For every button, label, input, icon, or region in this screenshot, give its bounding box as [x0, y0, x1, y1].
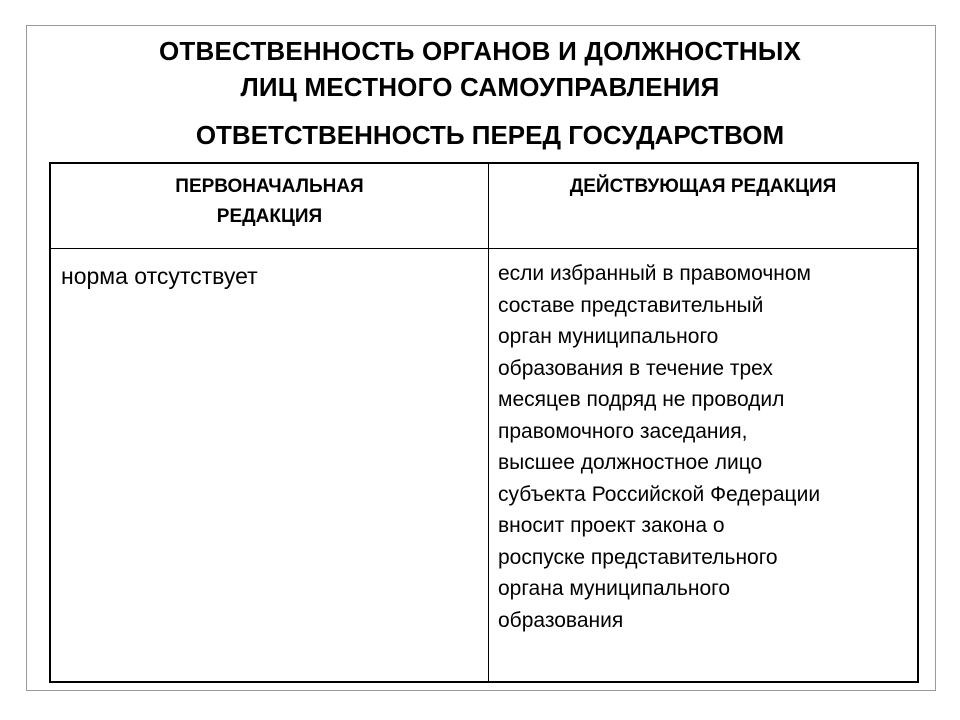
- header-original-edition: [51, 172, 488, 232]
- header-original-line-2: РЕДАКЦИЯ: [216, 206, 323, 227]
- slide-title: [60, 33, 900, 105]
- header-original-line-1: ПЕРВОНАЧАЛЬНАЯ: [175, 176, 364, 197]
- column-divider: [488, 164, 489, 681]
- slide-subtitle: ОТВЕТСТВЕННОСТЬ ПЕРЕД ГОСУДАРСТВОМ: [195, 120, 785, 150]
- header-current-edition: ДЕЙСТВУЮЩАЯ РЕДАКЦИЯ: [569, 176, 837, 197]
- comparison-table: [49, 162, 919, 683]
- cell-original-edition: норма отсутствует: [61, 263, 258, 289]
- slide-title-line-1: ОТВЕСТВЕННОСТЬ ОРГАНОВ И ДОЛЖНОСТНЫХ: [158, 36, 802, 66]
- slide-title-line-2: ЛИЦ МЕСТНОГО САМОУПРАВЛЕНИЯ: [240, 72, 720, 102]
- header-divider: [51, 248, 917, 249]
- cell-current-edition: если избранный в правомочном составе представительный орган муниципального образования в течение трех месяцев подряд не проводил правомочного заседания, высшее должностное лицо субъекта Российской Федерации вносит проект закона о роспуске представительного органа муниципального образования: [498, 262, 821, 632]
